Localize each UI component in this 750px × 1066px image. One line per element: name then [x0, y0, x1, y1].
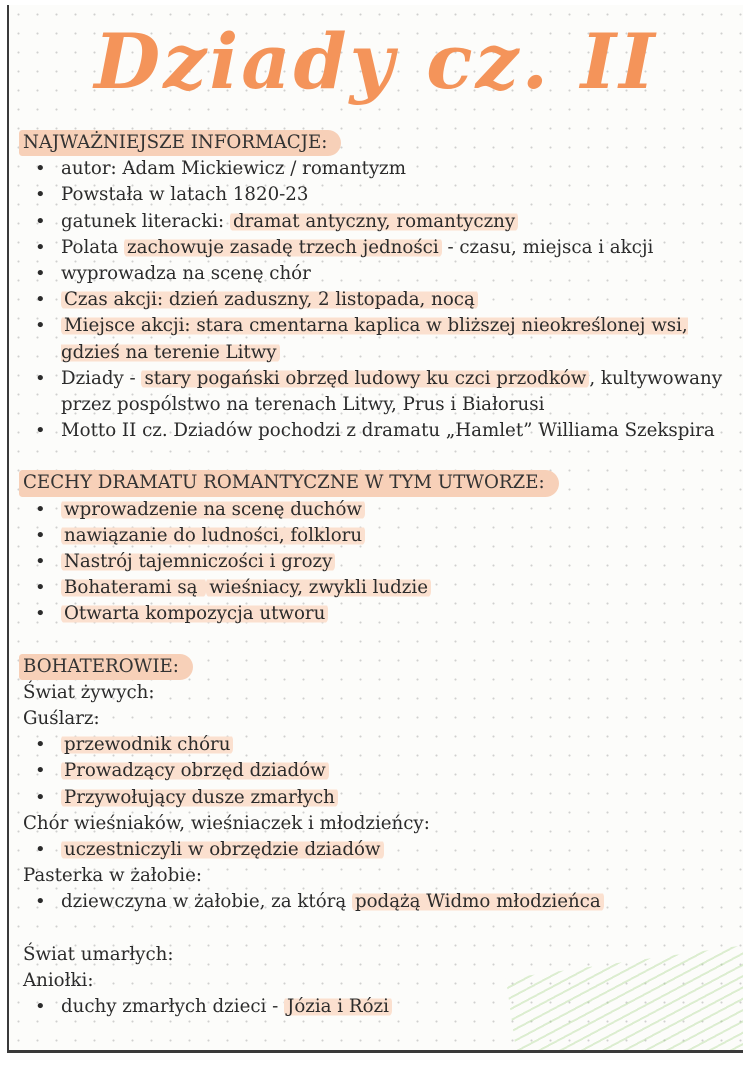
section-heading-features: CECHY DRAMATU ROMANTYCZNE W TYM UTWORZE:	[19, 470, 559, 496]
list-item	[23, 601, 738, 627]
list-item-text: Miejsce akcji: stara cmentarna kaplica w bliższej nieokreślonej wsi, gdzieś na terenie Litwy	[61, 315, 688, 363]
list-item	[23, 889, 738, 915]
list-item-text: Otwarta kompozycja utworu	[61, 603, 328, 624]
guslarz-label: Guślarz:	[23, 708, 100, 730]
list-item	[23, 156, 738, 182]
world-dead-label: Świat umarłych:	[23, 943, 174, 965]
section-heading-characters: BOHATEROWIE:	[19, 654, 193, 680]
list-item-text: wyprowadza na scenę chór	[61, 263, 311, 285]
list-item-text: wprowadzenie na scenę duchów	[61, 499, 365, 520]
info-list	[23, 156, 738, 444]
list-item	[23, 209, 738, 235]
guslarz-list	[23, 732, 738, 811]
list-item-text: - czasu, miejsca i akcji	[441, 236, 654, 258]
list-item	[23, 523, 738, 549]
pasterka-label: Pasterka w żałobie:	[23, 865, 202, 887]
list-item-text: dramat antyczny, romantyczny	[230, 211, 518, 232]
list-item	[23, 287, 738, 313]
list-item-text: Czas akcji: dzień zaduszny, 2 listopada, nocą	[61, 289, 478, 310]
list-item-text: Polata	[61, 236, 125, 258]
list-item-text: autor: Adam Mickiewicz / romantyzm	[61, 158, 406, 180]
list-item-text: Bohaterami są	[61, 577, 206, 598]
chor-label: Chór wieśniaków, wieśniaczek i młodzieńcy:	[23, 812, 430, 834]
list-item	[23, 732, 738, 758]
list-item	[23, 182, 738, 208]
list-item-text: Prowadzący obrzęd dziadów	[61, 760, 329, 781]
list-item-text: uczestniczyli w obrzędzie dziadów	[61, 839, 384, 860]
list-item	[23, 785, 738, 811]
list-item	[23, 366, 738, 418]
list-item	[23, 261, 738, 287]
list-item-text: stary pogański obrzęd ludowy ku czci przodków	[141, 368, 589, 389]
list-item-text: Józia i Rózi	[284, 996, 392, 1017]
aniolki-label: Aniołki:	[23, 969, 94, 991]
list-item-text: duchy zmarłych dzieci -	[61, 996, 285, 1018]
list-item	[23, 837, 738, 863]
notes-content	[23, 130, 738, 1020]
list-item-text: wieśniacy, zwykli ludzie	[206, 577, 431, 598]
list-item	[23, 549, 738, 575]
list-item-text: Nastrój tajemniczości i grozy	[61, 551, 335, 572]
list-item	[23, 418, 738, 444]
list-item-text: Dziady -	[61, 367, 142, 389]
notebook-page	[7, 5, 743, 1053]
list-item	[23, 497, 738, 523]
list-item	[23, 994, 738, 1020]
list-item	[23, 758, 738, 784]
list-item-text: , kultywowany przez pospólstwo na terenach Litwy, Prus i Białorusi	[61, 367, 722, 416]
list-item-text: Przywołujący dusze zmarłych	[61, 787, 338, 808]
list-item-text: dziewczyna w żałobie, za którą	[61, 891, 352, 913]
section-heading-info: NAJWAŻNIEJSZE INFORMACJE:	[19, 130, 341, 156]
list-item-text: Motto II cz. Dziadów pochodzi z dramatu „Hamlet” Williama Szekspira	[61, 420, 715, 442]
list-item-text: gatunek literacki:	[61, 210, 230, 232]
list-item-text: zachowuje zasadę trzech jedności	[124, 237, 442, 258]
page-title: Dziady cz. II	[94, 17, 658, 106]
list-item-text: Powstała w latach 1820-23	[61, 184, 309, 206]
list-item	[23, 313, 738, 365]
aniolki-list	[23, 994, 738, 1020]
list-item-text: przewodnik chóru	[61, 734, 233, 755]
list-item-text: nawiązanie do ludności, folkloru	[61, 525, 365, 546]
world-living-label: Świat żywych:	[23, 681, 155, 703]
list-item	[23, 575, 738, 601]
chor-list	[23, 837, 738, 863]
pasterka-list	[23, 889, 738, 915]
list-item-text: podążą Widmo młodzieńca	[352, 891, 604, 912]
list-item	[23, 235, 738, 261]
features-list	[23, 497, 738, 628]
